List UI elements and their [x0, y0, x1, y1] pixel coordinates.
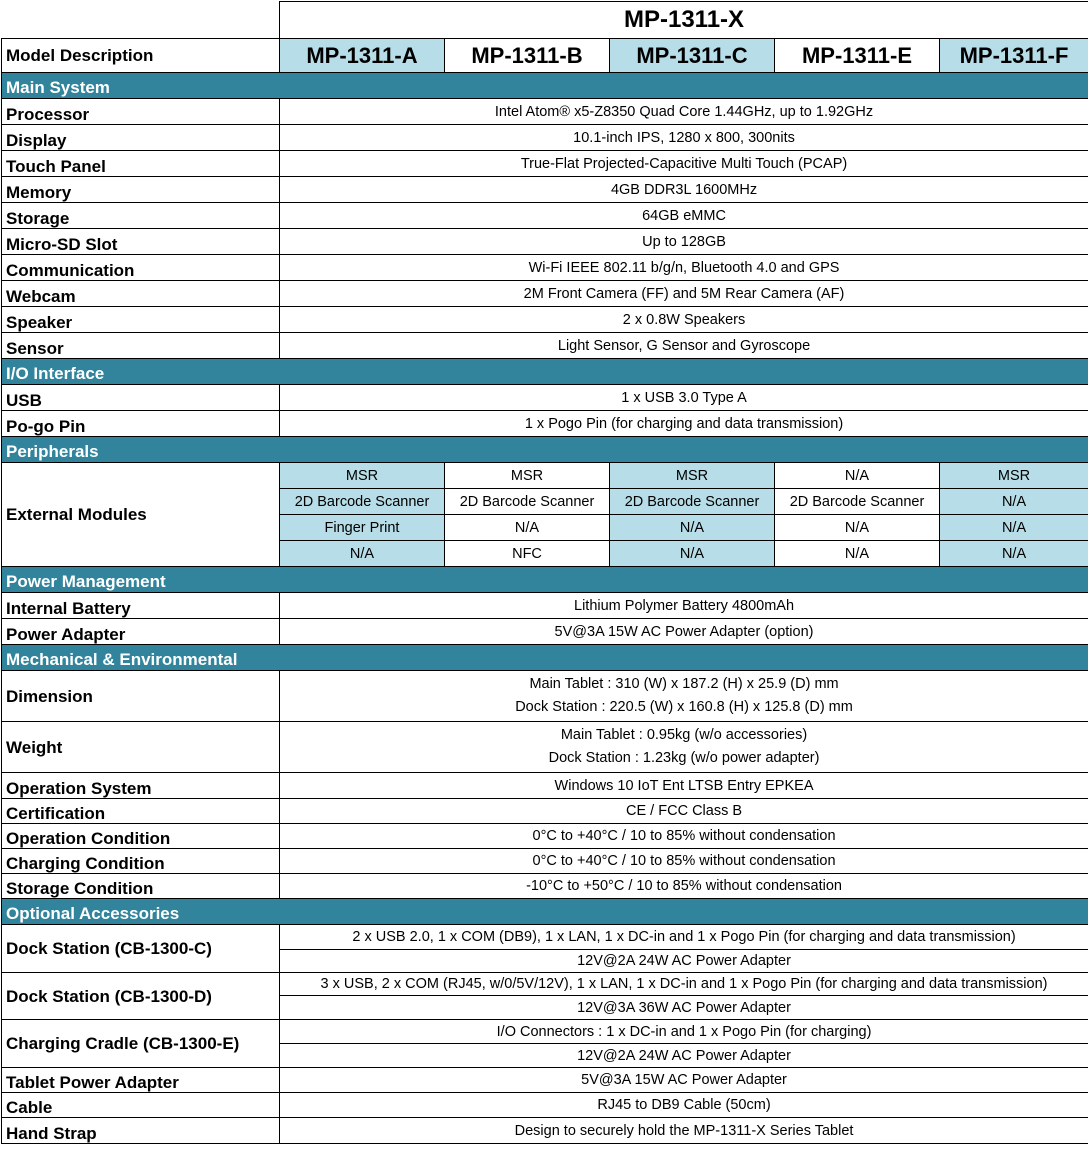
dock-d-label: Dock Station (CB-1300-D)	[2, 973, 280, 1020]
row-value: 1 x USB 3.0 Type A	[280, 385, 1088, 411]
module-cell: 2D Barcode Scanner	[445, 489, 610, 515]
row-label: Operation Condition	[2, 824, 280, 849]
row-value: 5V@3A 15W AC Power Adapter	[280, 1068, 1088, 1093]
module-cell: N/A	[610, 541, 775, 567]
row-label: Processor	[2, 99, 280, 125]
row-label: Webcam	[2, 281, 280, 307]
cradle-io: I/O Connectors : 1 x DC-in and 1 x Pogo Pin (for charging)	[280, 1020, 1088, 1044]
module-cell: N/A	[280, 541, 445, 567]
row-value: Lithium Polymer Battery 4800mAh	[280, 593, 1088, 619]
row-value: 2M Front Camera (FF) and 5M Rear Camera (AF)	[280, 281, 1088, 307]
row-value: CE / FCC Class B	[280, 799, 1088, 824]
module-cell: MSR	[445, 463, 610, 489]
row-value: Design to securely hold the MP-1311-X Series Tablet	[280, 1118, 1088, 1144]
row-label: Operation System	[2, 773, 280, 799]
dock-c-io: 2 x USB 2.0, 1 x COM (DB9), 1 x LAN, 1 x DC-in and 1 x Pogo Pin (for charging and data transmission)	[280, 925, 1088, 950]
row-label: Internal Battery	[2, 593, 280, 619]
row-value: 5V@3A 15W AC Power Adapter (option)	[280, 619, 1088, 645]
dock-d-io: 3 x USB, 2 x COM (RJ45, w/0/5V/12V), 1 x LAN, 1 x DC-in and 1 x Pogo Pin (for charging and data transmission)	[280, 973, 1088, 996]
row-value: 4GB DDR3L 1600MHz	[280, 177, 1088, 203]
section-power-management: Power Management	[2, 567, 1088, 593]
corner-cell	[2, 2, 280, 39]
module-cell: N/A	[775, 463, 940, 489]
module-cell: MSR	[280, 463, 445, 489]
row-label: Hand Strap	[2, 1118, 280, 1144]
module-cell: N/A	[940, 541, 1088, 567]
spec-table	[1, 1, 1088, 1144]
row-label: Communication	[2, 255, 280, 281]
section-mechanical: Mechanical & Environmental	[2, 645, 1088, 671]
row-value: RJ45 to DB9 Cable (50cm)	[280, 1093, 1088, 1118]
model-e: MP-1311-E	[775, 39, 940, 73]
row-value: -10°C to +50°C / 10 to 85% without condensation	[280, 874, 1088, 899]
row-value: 2 x 0.8W Speakers	[280, 307, 1088, 333]
row-value: Up to 128GB	[280, 229, 1088, 255]
row-label: Power Adapter	[2, 619, 280, 645]
row-label: Touch Panel	[2, 151, 280, 177]
row-label: Storage Condition	[2, 874, 280, 899]
row-value: Light Sensor, G Sensor and Gyroscope	[280, 333, 1088, 359]
module-cell: MSR	[940, 463, 1088, 489]
row-label: Memory	[2, 177, 280, 203]
module-cell: N/A	[775, 541, 940, 567]
row-label: Po-go Pin	[2, 411, 280, 437]
dimension-label: Dimension	[2, 671, 280, 722]
module-cell: NFC	[445, 541, 610, 567]
row-label: Display	[2, 125, 280, 151]
product-title: MP-1311-X	[280, 2, 1088, 39]
row-label: Certification	[2, 799, 280, 824]
dimension-line-1: Main Tablet : 310 (W) x 187.2 (H) x 25.9 (D) mm	[280, 673, 1088, 696]
module-cell: N/A	[775, 515, 940, 541]
section-peripherals: Peripherals	[2, 437, 1088, 463]
module-cell: 2D Barcode Scanner	[610, 489, 775, 515]
weight-line-1: Main Tablet : 0.95kg (w/o accessories)	[280, 724, 1088, 747]
row-value: 0°C to +40°C / 10 to 85% without condensation	[280, 849, 1088, 874]
row-label: Sensor	[2, 333, 280, 359]
weight-label: Weight	[2, 722, 280, 773]
row-value: 1 x Pogo Pin (for charging and data transmission)	[280, 411, 1088, 437]
model-b: MP-1311-B	[445, 39, 610, 73]
weight-line-2: Dock Station : 1.23kg (w/o power adapter)	[280, 747, 1088, 770]
module-cell: N/A	[940, 515, 1088, 541]
row-label: Micro-SD Slot	[2, 229, 280, 255]
section-io-interface: I/O Interface	[2, 359, 1088, 385]
section-main-system: Main System	[2, 73, 1088, 99]
module-cell: MSR	[610, 463, 775, 489]
row-label: Storage	[2, 203, 280, 229]
module-cell: N/A	[610, 515, 775, 541]
row-value: Wi-Fi IEEE 802.11 b/g/n, Bluetooth 4.0 and GPS	[280, 255, 1088, 281]
row-value: Intel Atom® x5-Z8350 Quad Core 1.44GHz, up to 1.92GHz	[280, 99, 1088, 125]
dimension-line-2: Dock Station : 220.5 (W) x 160.8 (H) x 125.8 (D) mm	[280, 696, 1088, 719]
model-f: MP-1311-F	[940, 39, 1088, 73]
module-cell: N/A	[940, 489, 1088, 515]
dock-c-label: Dock Station (CB-1300-C)	[2, 925, 280, 973]
row-value: 64GB eMMC	[280, 203, 1088, 229]
row-label: Tablet Power Adapter	[2, 1068, 280, 1093]
row-value: 10.1-inch IPS, 1280 x 800, 300nits	[280, 125, 1088, 151]
dimension-value	[280, 671, 1088, 722]
row-label: Speaker	[2, 307, 280, 333]
cradle-adapter: 12V@2A 24W AC Power Adapter	[280, 1044, 1088, 1068]
model-a: MP-1311-A	[280, 39, 445, 73]
weight-value	[280, 722, 1088, 773]
section-optional-accessories: Optional Accessories	[2, 899, 1088, 925]
row-label: Charging Condition	[2, 849, 280, 874]
model-description-label: Model Description	[2, 39, 280, 73]
dock-d-adapter: 12V@3A 36W AC Power Adapter	[280, 996, 1088, 1020]
module-cell: 2D Barcode Scanner	[280, 489, 445, 515]
external-modules-label: External Modules	[2, 463, 280, 567]
module-cell: N/A	[445, 515, 610, 541]
row-value: True-Flat Projected-Capacitive Multi Touch (PCAP)	[280, 151, 1088, 177]
row-label: USB	[2, 385, 280, 411]
dock-c-adapter: 12V@2A 24W AC Power Adapter	[280, 950, 1088, 973]
model-c: MP-1311-C	[610, 39, 775, 73]
row-value: 0°C to +40°C / 10 to 85% without condensation	[280, 824, 1088, 849]
row-value: Windows 10 IoT Ent LTSB Entry EPKEA	[280, 773, 1088, 799]
row-label: Cable	[2, 1093, 280, 1118]
module-cell: 2D Barcode Scanner	[775, 489, 940, 515]
cradle-label: Charging Cradle (CB-1300-E)	[2, 1020, 280, 1068]
module-cell: Finger Print	[280, 515, 445, 541]
